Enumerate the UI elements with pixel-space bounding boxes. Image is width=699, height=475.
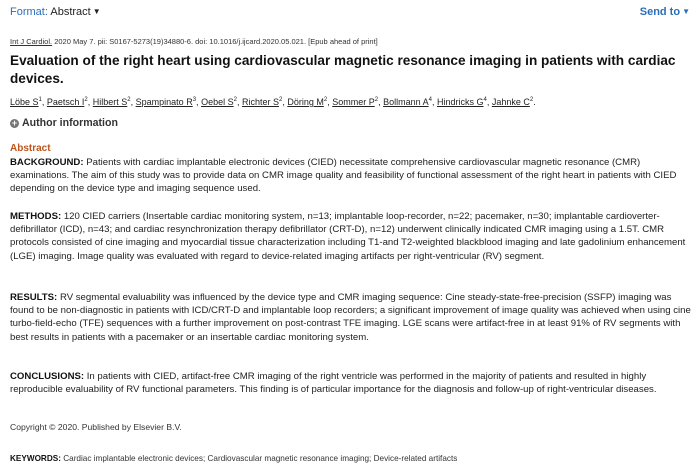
results-label: RESULTS: [10,292,58,303]
author-affiliation: 4 [483,97,487,103]
author-separator: , [236,97,242,107]
author-separator: , [196,97,202,107]
author-separator: , [486,97,492,107]
author-link[interactable]: Löbe S [10,97,39,107]
journal-link[interactable]: Int J Cardiol. [10,37,53,46]
author-affiliation: 2 [233,97,237,103]
author-link[interactable]: Hindricks G [436,97,484,107]
methods-label: METHODS: [10,211,62,222]
abstract-heading: Abstract [10,143,51,154]
conclusions-label: CONCLUSIONS: [10,371,85,382]
author-affiliation: 4 [428,97,432,103]
methods-section [10,210,692,263]
author-link[interactable]: Oebel S [201,97,234,107]
author-affiliation: 2 [278,97,283,103]
results-section [10,291,692,344]
keywords-label: KEYWORDS: [10,454,61,463]
author-link[interactable]: Paetsch I [46,97,85,107]
author-link[interactable]: Sommer P [332,97,375,107]
author-separator: , [282,97,288,107]
author-separator: , [327,97,333,107]
author-separator: , [130,97,136,107]
format-dropdown[interactable] [10,6,101,18]
author-affiliation: 2 [84,97,88,103]
author-link[interactable]: Jahnke C [491,97,530,107]
format-value: Abstract [50,6,91,18]
author-separator: , [378,97,384,107]
author-link[interactable]: Döring M [287,97,324,107]
author-separator: , [431,97,437,107]
format-label: Format: [10,6,48,18]
author-affiliation: 1 [38,97,42,103]
author-information-label: Author information [22,117,118,129]
author-link[interactable]: Richter S [241,97,279,107]
author-information-toggle[interactable] [10,117,118,129]
copyright: Copyright © 2020. Published by Elsevier B.V. [10,422,182,432]
author-separator: . [533,97,536,107]
author-link[interactable]: Spampinato R [135,97,193,107]
author-affiliation: 2 [374,97,379,103]
author-separator: , [87,97,93,107]
results-text: RV segmental evaluability was influenced by the device type and CMR imaging sequence: Cine steady-state-free-precision (SSFP) imaging was found to be non-diagnostic in patients with ICD/CRT-D and implantable loop recorders; a significant improvement of image quality was achieved when using cine turbo-field-echo (TFE) sequences with a further improvement on post-contrast TFE imaging. LGE scans were artifact-free in at least 91% of RV segments with best results in patients with a pacemaker or an insertable cardiac monitoring system. [10,292,691,343]
author-link[interactable]: Bollmann A [383,97,429,107]
keywords [10,454,457,463]
author-link[interactable]: Hilbert S [92,97,128,107]
topbar [10,6,690,22]
caret-down-icon: ▼ [92,7,101,16]
conclusions-section [10,370,692,396]
conclusions-text: In patients with CIED, artifact-free CMR imaging of the right ventricle was performed in the majority of patients and resulted in highly reproducible evaluability of RV functional parameters. This finding is of particular importance for the diagnosis and follow-up of right-ventricular diseases. [10,371,657,396]
author-list [10,97,536,107]
caret-down-icon: ▼ [682,7,690,16]
plus-icon: + [11,118,18,128]
citation-details: 2020 May 7. pii: S0167-5273(19)34880-6. doi: 10.1016/j.ijcard.2020.05.021. [Epub ahead of print] [54,37,378,46]
methods-text: 120 CIED carriers (Insertable cardiac monitoring system, n=13; implantable loop-recorder, n=22; pacemaker, n=30; implantable cardioverter-defibrillator (ICD), n=43; and cardiac resynchronization therapy defibrillator (CRT-D), n=12) underwent clinically indicated CMR imaging using a 1.5T. CMR protocols consisted of cine imaging and myocardial tissue characterization including T1-and T2-weighted blackblood imaging and late gadolinium enhancement (LGE) imaging. Image quality was evaluated with regard to device-related imaging artifacts per right-ventricular (RV) segment. [10,211,686,262]
author-affiliation: 2 [323,97,328,103]
background-text: Patients with cardiac implantable electronic devices (CIED) necessitate comprehensive cardiovascular magnetic resonance (CMR) examinations. The aim of this study was to provide data on CMR image quality and feasibility of functional assessment of the right heart in patients with CIED depending on the device type and imaging sequence used. [10,157,677,195]
author-separator: , [41,97,47,107]
article-title: Evaluation of the right heart using cardiovascular magnetic resonance imaging in patients with cardiac devices. [10,53,676,86]
citation [10,37,378,46]
author-affiliation: 3 [192,97,197,103]
background-label: BACKGROUND: [10,157,84,168]
background-section [10,156,692,196]
keywords-text: Cardiac implantable electronic devices; Cardiovascular magnetic resonance imaging; Device-related artifacts [63,454,458,463]
author-affiliation: 2 [127,97,131,103]
author-affiliation: 2 [529,97,534,103]
send-to-dropdown[interactable] [640,6,690,18]
send-to-label: Send to [639,6,681,18]
